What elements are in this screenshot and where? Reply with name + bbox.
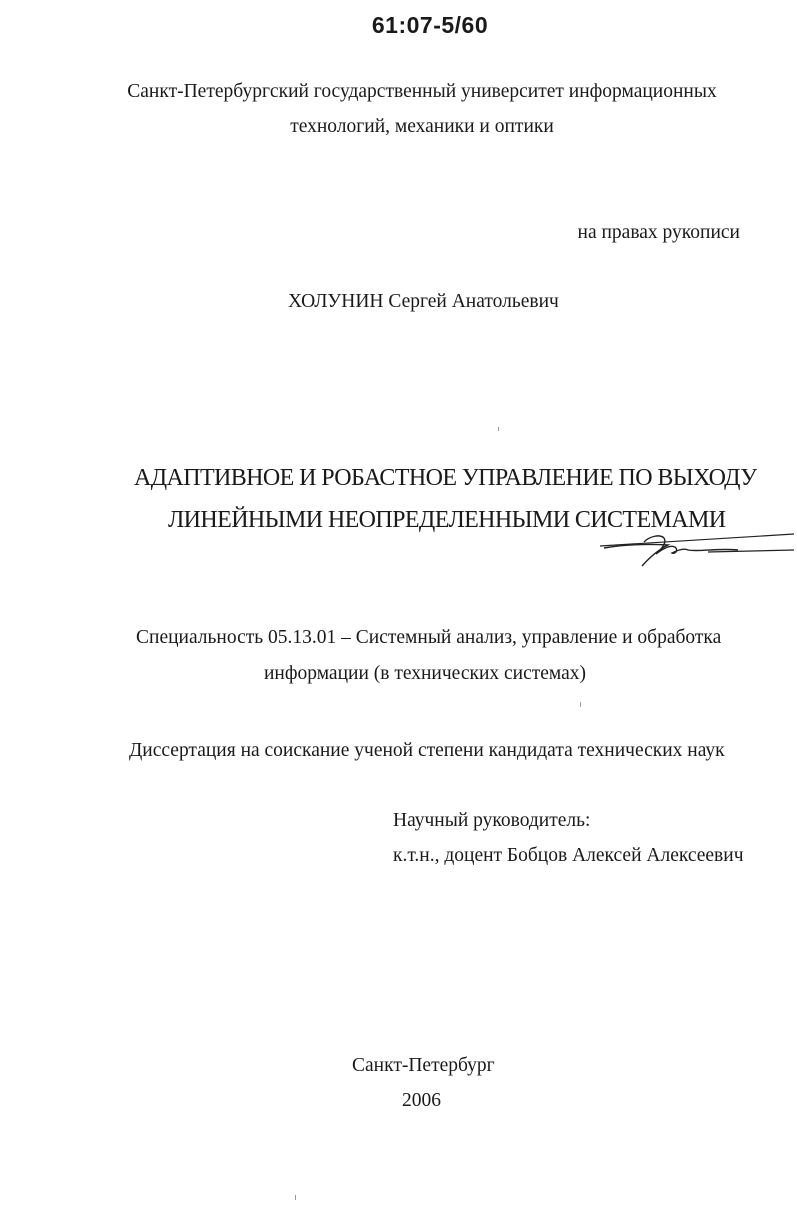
catalog-number: 61:07-5/60 [371,12,489,38]
specialty-line-1: Специальность 05.13.01 – Системный анализ, управление и обработка [136,627,722,648]
specialty-line-2: информации (в технических системах) [264,663,587,684]
institution-line-1: Санкт-Петербургский государственный университет информационных [127,81,717,102]
advisor-label: Научный руководитель: [393,810,591,831]
thesis-title-line-1: АДАПТИВНОЕ И РОБАСТНОЕ УПРАВЛЕНИЕ ПО ВЫХОДУ [134,465,757,491]
year: 2006 [402,1090,441,1111]
dissertation-statement: Диссертация на соискание ученой степени кандидата технических наук [129,740,725,761]
manuscript-note: на правах рукописи [577,222,740,243]
advisor-name: к.т.н., доцент Бобцов Алексей Алексеевич [393,845,744,866]
scan-speck [498,427,499,431]
institution-line-2: технологий, механики и оптики [290,116,554,137]
author-name: ХОЛУНИН Сергей Анатольевич [288,291,559,312]
city: Санкт-Петербург [352,1055,495,1076]
handwritten-signature [598,524,796,572]
scan-speck [580,702,581,707]
thesis-title-line-2: ЛИНЕЙНЫМИ НЕОПРЕДЕЛЕННЫМИ СИСТЕМАМИ [168,507,726,533]
scan-speck [295,1195,296,1200]
